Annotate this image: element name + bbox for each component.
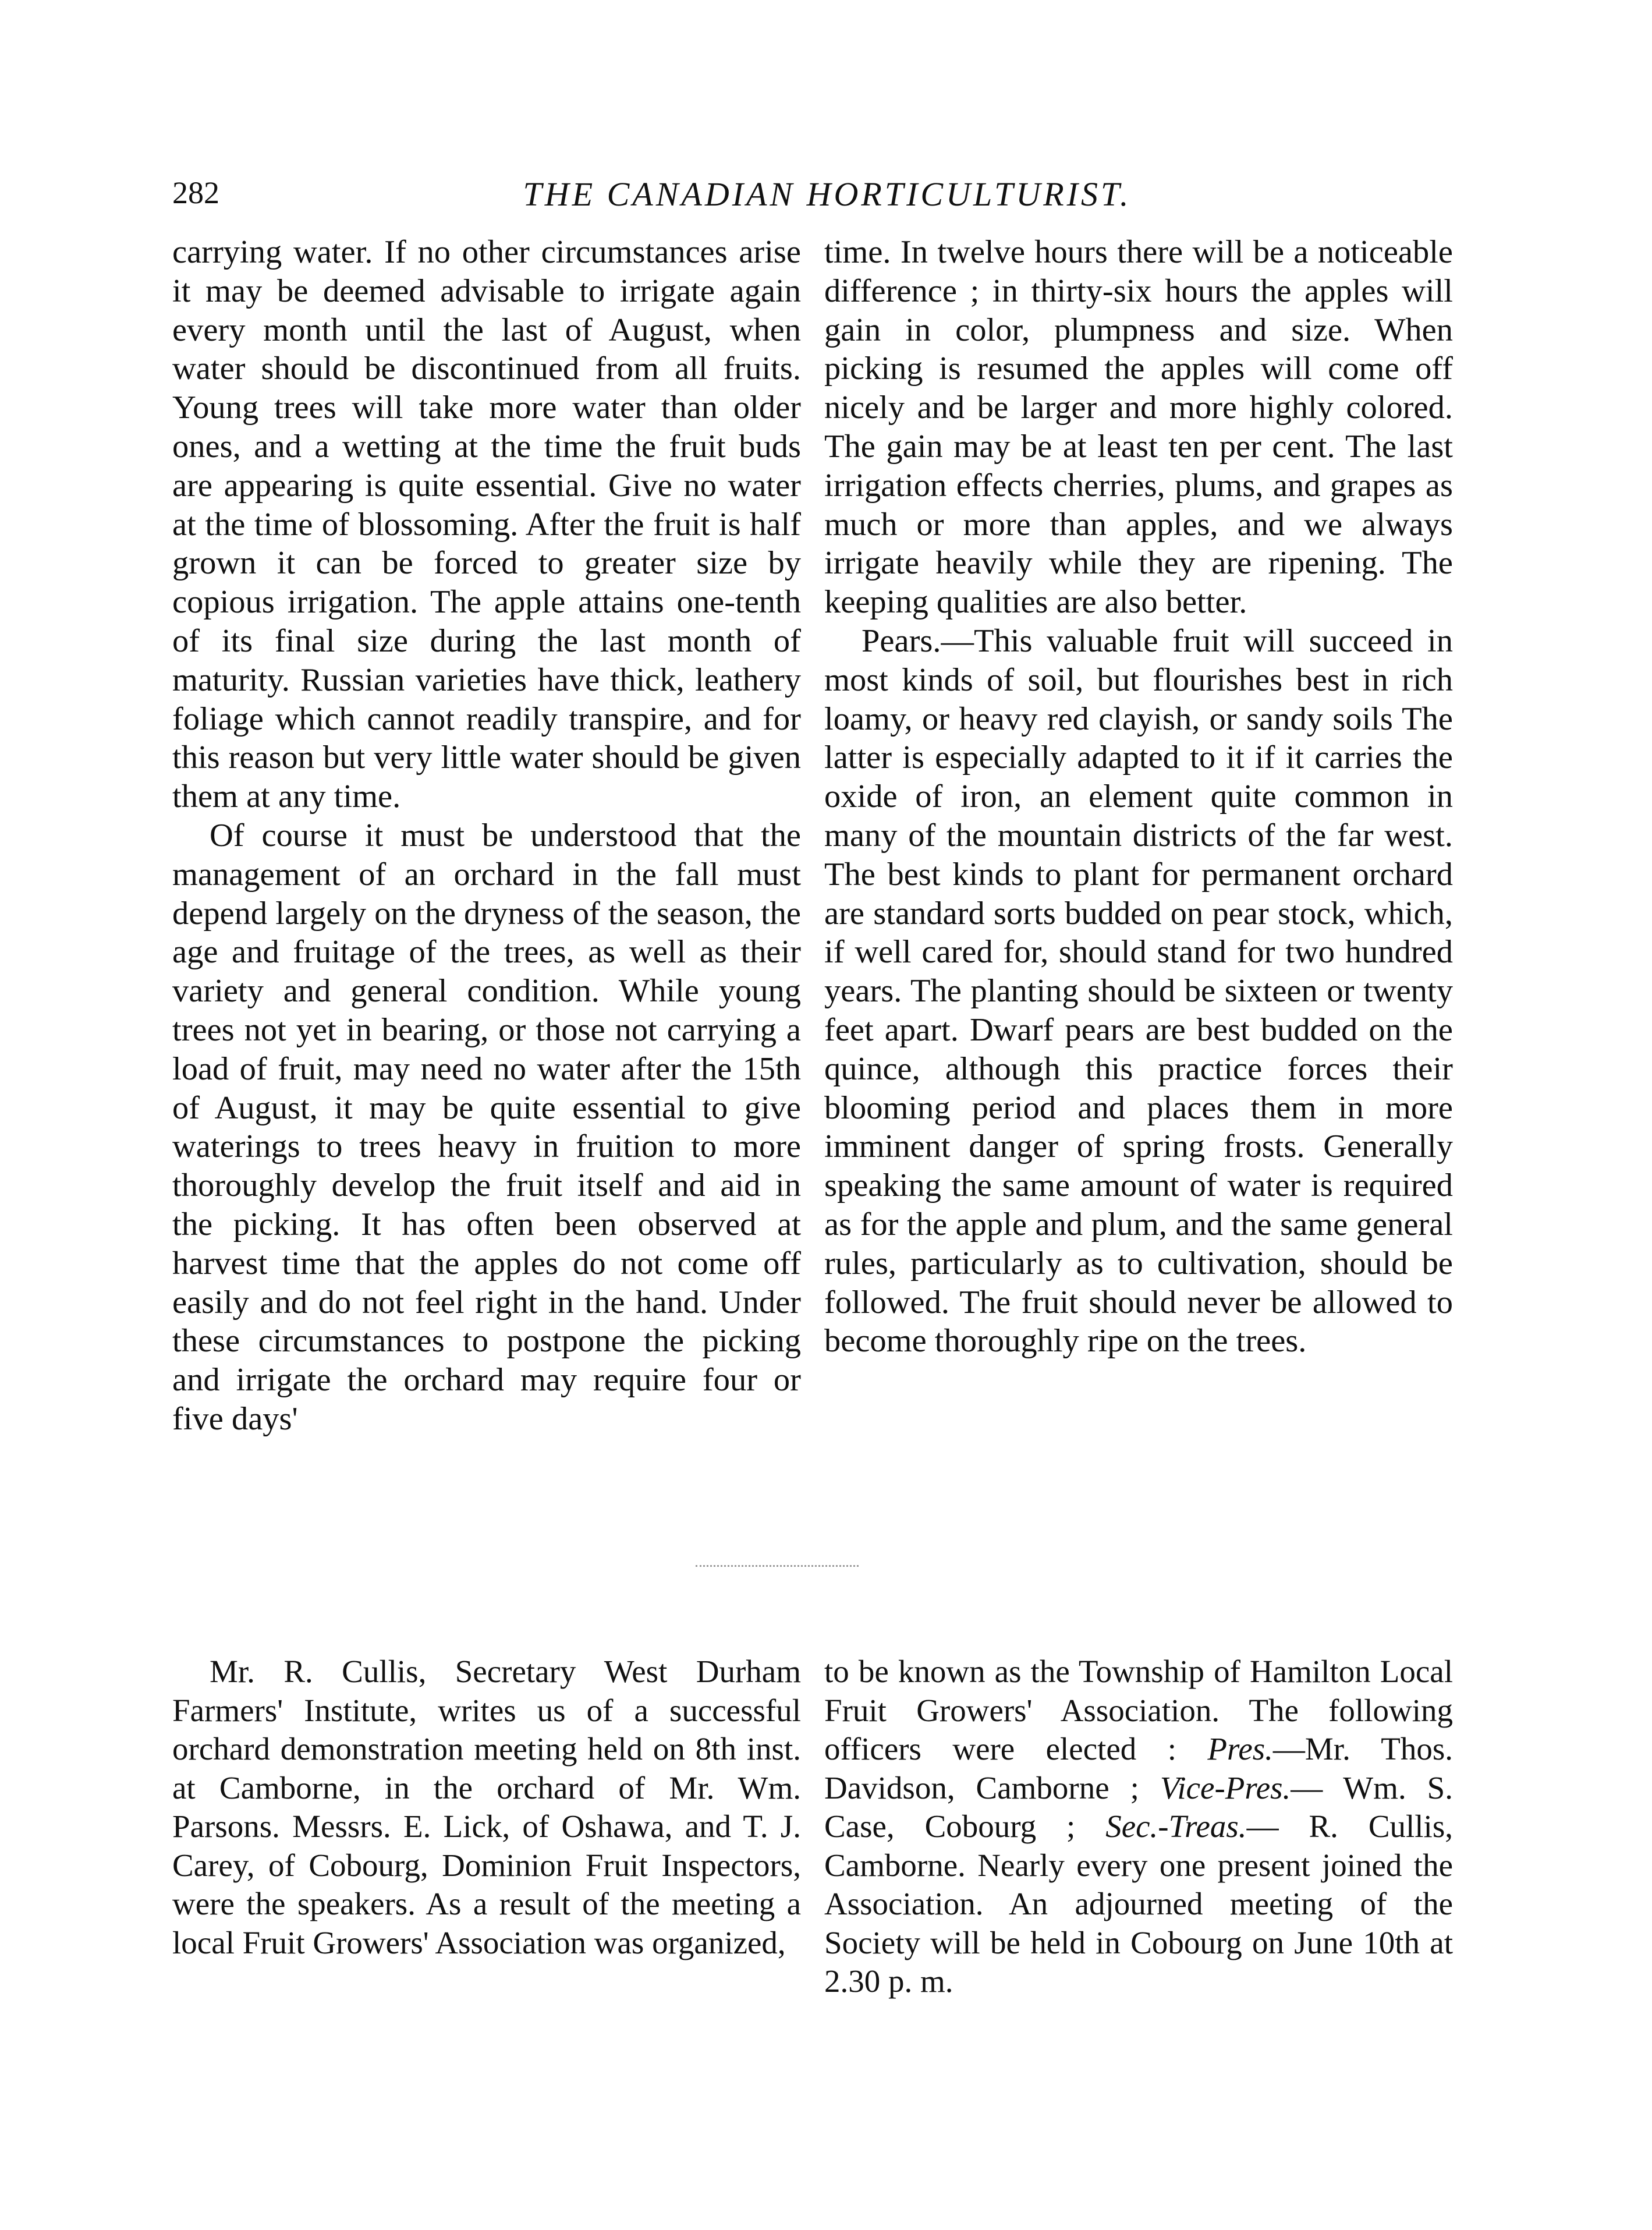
running-title: THE CANADIAN HORTICULTURIST. (523, 175, 1132, 213)
article-left-column (172, 233, 801, 1439)
paragraph: Of course it must be understood that the management of an orchard in the fall must depend largely on the dryness of the season, the age and fruitage of the trees, as well as their variety and general condition. While young trees not yet in bearing, or those not carrying a load of fruit, may need no water after the 15th of August, it may be quite essential to give waterings to trees heavy in fruition to more thoroughly develop the fruit itself and aid in the picking. It has often been observed at harvest time that the apples do not come off easily and do not feel right in the hand. Under these circumstances to postpone the picking and irrigate the orchard may require four or five days' (172, 817, 802, 1437)
paragraph: time. In twelve hours there will be a noticeable difference ; in thirty-six hours the apples will gain in color, plumpness and size. When picking is resumed the apples will come off nicely and be larger and more highly colored. The gain may be at least ten per cent. The last irrigation effects cherries, plums, and grapes as much or more than apples, and we always irrigate heavily while they are ripening. The keeping qualities are also better. (824, 234, 1453, 621)
article-right-column (824, 233, 1453, 1361)
officer-label-pres: Pres. (1207, 1731, 1273, 1767)
text: —Mr. Thos. Davidson, Camborne ; (824, 1731, 1453, 1806)
text: — R. Cullis, Camborne. Nearly every one present joined the Association. An adjourned meeting of the Society will be held in Cobourg on June 10th at 2.30 p. m. (824, 1808, 1453, 1999)
paragraph (824, 1652, 1453, 2001)
text: to be known as the Township of Hamilton Local Fruit Growers' Association. The following officers were elected : (824, 1654, 1453, 1767)
section-divider (696, 1565, 859, 1569)
news-right-column (824, 1652, 1453, 2001)
officer-label-sec-treas: Sec.-Treas. (1105, 1808, 1247, 1844)
page-number: 282 (172, 175, 219, 210)
paragraph: Mr. R. Cullis, Secretary West Durham Farmers' Institute, writes us of a successful orchard demonstration meeting held on 8th inst. at Camborne, in the orchard of Mr. Wm. Parsons. Messrs. E. Lick, of Oshawa, and T. J. Carey, of Cobourg, Dominion Fruit Inspectors, were the speakers. As a result of the meeting a local Fruit Growers' Association was organized, (172, 1654, 801, 1960)
text: — Wm. S. Case, Cobourg ; (824, 1769, 1453, 1844)
news-left-column (172, 1652, 801, 1962)
page-header (172, 175, 1482, 221)
officer-label-vice-pres: Vice-Pres. (1160, 1769, 1291, 1806)
paragraph-pears: Pears.—This valuable fruit will succeed in most kinds of soil, but flourishes best in rich loamy, or heavy red clayish, or sandy soils The latter is especially adapted to it if it carries the oxide of iron, an element quite common in many of the mountain districts of the far west. The best kinds to plant for permanent orchard are standard sorts budded on pear stock, which, if well cared for, should stand for two hundred years. The planting should be sixteen or twenty feet apart. Dwarf pears are best budded on the quince, although this practice forces their blooming period and places them in more imminent danger of spring frosts. Generally speaking the same amount of water is required as for the apple and plum, and the same general rules, particularly as to cultivation, should be followed. The fruit should never be allowed to become thoroughly ripe on the trees. (824, 622, 1453, 1360)
paragraph: carrying water. If no other circumstances arise it may be deemed advisable to irrigate again every month until the last of August, when water should be discontinued from all fruits. Young trees will take more water than older ones, and a wetting at the time the fruit buds are appearing is quite essential. Give no water at the time of blossoming. After the fruit is half grown it can be forced to greater size by copious irrigation. The apple attains one-tenth of its final size during the last month of maturity. Russian varieties have thick, leathery foliage which cannot readily transpire, and for this reason but very little water should be given them at any time. (172, 234, 801, 815)
